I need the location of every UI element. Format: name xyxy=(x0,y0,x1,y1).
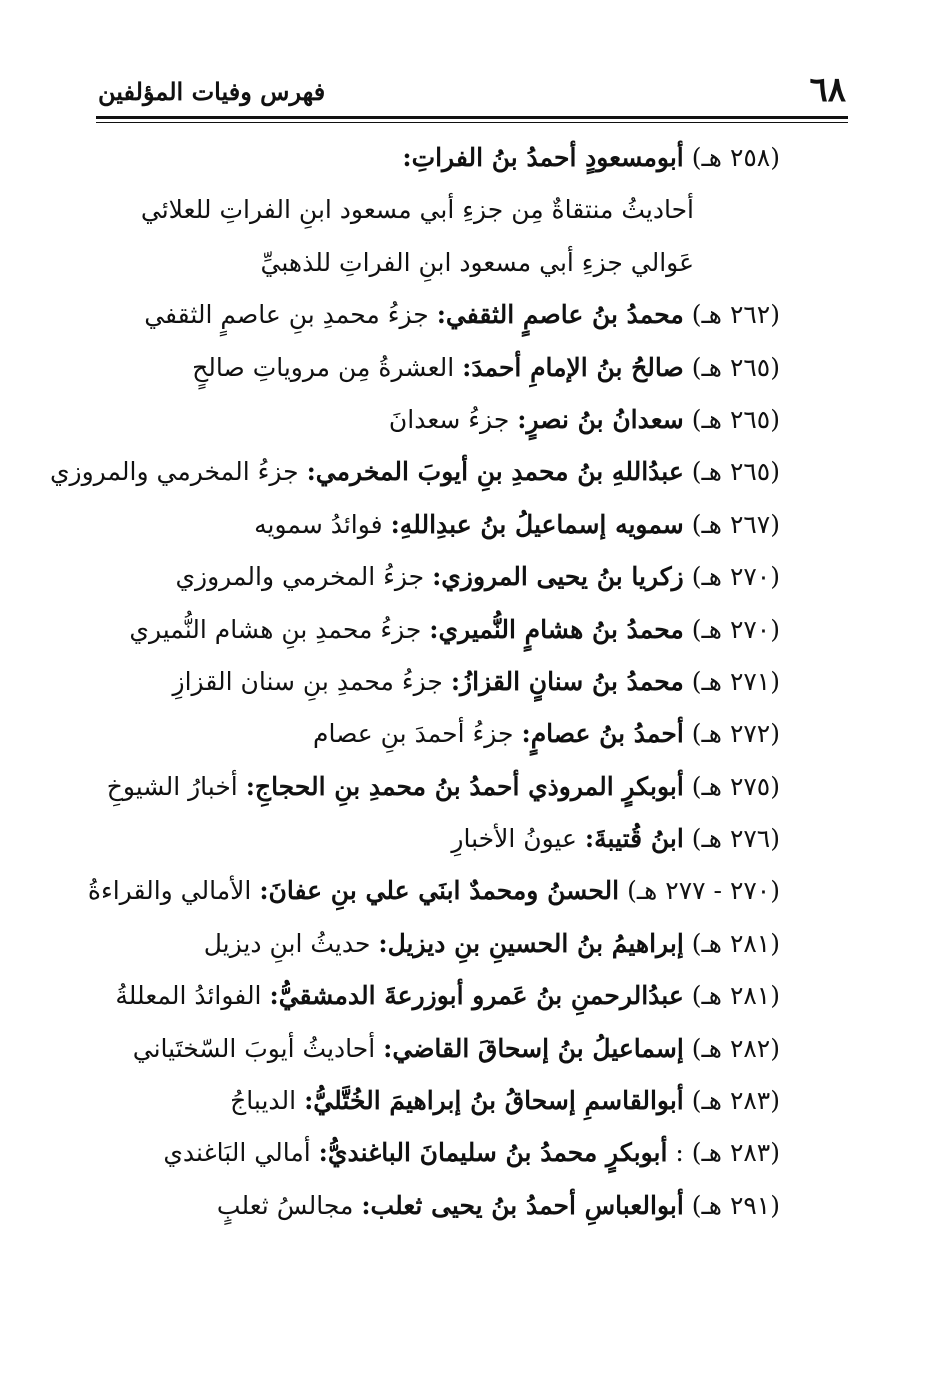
author-name: أبومسعودٍ أحمدُ بنُ الفراتِ: xyxy=(402,143,684,172)
header-rule-thin xyxy=(96,122,848,123)
running-head xyxy=(98,70,846,116)
death-year: (٢٦٢ هـ) xyxy=(691,300,780,330)
index-entry xyxy=(49,446,780,498)
index-entry xyxy=(87,865,780,917)
index-entry xyxy=(140,1127,780,1179)
index-entry xyxy=(140,394,780,446)
author-name: عبدُاللهِ بنُ محمدِ بنِ أيوبَ المخرمي: xyxy=(306,457,684,487)
author-name: أحمدُ بنُ عصامٍ: xyxy=(521,719,684,749)
index-entry xyxy=(140,342,780,394)
index-entry xyxy=(132,1023,780,1075)
author-name: محمدُ بنُ سنانٍ القزازُ: xyxy=(450,666,684,696)
running-head-title: فهرس وفيات المؤلفين xyxy=(98,77,326,106)
death-year: (٢٨٢ هـ) xyxy=(691,1033,780,1063)
author-name: صالحُ بنُ الإمامِ أحمدَ: xyxy=(462,352,684,382)
death-year: (٢٦٥ هـ) xyxy=(691,404,780,434)
author-name: سعدانُ بنُ نصرٍ: xyxy=(517,404,684,434)
work-title: أخبارُ الشيوخِ xyxy=(106,771,238,801)
work-title: جزءُ محمدِ بنِ عاصمٍ الثقفي xyxy=(144,300,429,330)
death-year: (٢٨٣ هـ) : xyxy=(675,1138,780,1168)
death-year: (٢٦٥ هـ) xyxy=(691,457,780,487)
author-name: زكريا بنُ يحيى المروزي: xyxy=(432,562,684,592)
work-title: أمالي البَاغندي xyxy=(163,1138,311,1168)
index-entry xyxy=(140,551,780,603)
index-entry xyxy=(140,1180,780,1232)
index-entry xyxy=(140,184,780,236)
author-name: إسماعيلُ بنُ إسحاقَ القاضي: xyxy=(383,1033,684,1063)
index-entry xyxy=(140,813,780,865)
index-entry xyxy=(140,132,780,184)
author-death-index xyxy=(49,132,780,1232)
work-title: جزءُ المخرمي والمروزي xyxy=(175,562,425,592)
author-name: محمدُ بنُ عاصمٍ الثقفي: xyxy=(436,300,684,330)
work-title: أحاديثُ أيوبَ السّختَياني xyxy=(132,1033,376,1063)
author-name: محمدُ بنُ هشامٍ النُّميري: xyxy=(429,614,684,644)
work-title: جزءُ المخرمي والمروزي xyxy=(49,457,299,487)
author-name: أبوالعباسِ أحمدُ بنُ يحيى ثعلب: xyxy=(361,1190,684,1220)
work-title: جزءُ محمدِ بنِ سنان القزازِ xyxy=(172,666,443,696)
death-year: (٢٩١ هـ) xyxy=(691,1190,780,1220)
work-title: عَوالي جزءِ أبي مسعود ابنِ الفراتِ للذهبيِّ xyxy=(260,247,694,277)
death-year: (٢٧٦ هـ) xyxy=(691,824,780,854)
index-entry xyxy=(140,237,780,289)
author-name: أبوبكرٍ المروذي أحمدُ بنُ محمدِ بنِ الحجاجِ: xyxy=(245,771,684,801)
death-year: (٢٨٣ هـ) xyxy=(691,1086,780,1116)
index-entry xyxy=(140,656,780,708)
author-name: أبوالقاسمِ إسحاقُ بنُ إبراهيمَ الخُتَّليُّ: xyxy=(304,1086,684,1116)
index-entry xyxy=(140,1075,780,1127)
work-title: حديثُ ابنِ ديزيل xyxy=(203,928,371,958)
index-entry xyxy=(140,499,780,551)
death-year: (٢٦٥ هـ) xyxy=(691,352,780,382)
index-entry xyxy=(115,970,780,1022)
work-title: الفوائدُ المعللةُ xyxy=(115,981,262,1011)
work-title: جزءُ أحمدَ بنِ عصام xyxy=(313,719,514,749)
work-title: عيونُ الأخبارِ xyxy=(451,824,577,854)
work-title: مجالسُ ثعلبٍ xyxy=(216,1190,354,1220)
index-entry xyxy=(140,918,780,970)
index-entry xyxy=(140,708,780,760)
author-name: عبدُالرحمنِ بنُ عَمرو أبوزرعةَ الدمشقيُّ: xyxy=(269,981,684,1011)
index-entry xyxy=(129,604,780,656)
death-year: (٢٨١ هـ) xyxy=(691,928,780,958)
index-entry xyxy=(106,761,780,813)
death-year: (٢٧٢ هـ) xyxy=(691,719,780,749)
author-name: إبراهيمُ بنُ الحسينِ بنِ ديزيل: xyxy=(378,928,684,958)
death-year: (٢٦٧ هـ) xyxy=(691,509,780,539)
index-entry xyxy=(140,289,780,341)
death-year: (٢٧٠ - ٢٧٧ هـ) xyxy=(627,876,780,906)
work-title: الديباجُ xyxy=(230,1086,297,1116)
header-rule-thick xyxy=(96,116,848,119)
work-title: جزءُ سعدانَ xyxy=(388,404,510,434)
author-name: ابنُ قُتيبةَ: xyxy=(584,824,684,854)
work-title: جزءُ محمدِ بنِ هشام النُّميري xyxy=(129,614,422,644)
work-title: العشرةُ مِن مروياتِ صالحٍ xyxy=(192,352,455,382)
death-year: (٢٥٨ هـ) xyxy=(691,143,780,172)
death-year: (٢٨١ هـ) xyxy=(691,981,780,1011)
death-year: (٢٧٠ هـ) xyxy=(691,562,780,592)
work-title: الأمالي والقراءةُ xyxy=(87,876,252,906)
author-name: أبوبكرٍ محمدُ بنُ سليمانَ الباغنديُّ: xyxy=(318,1138,668,1168)
page-number: ٦٨ xyxy=(809,70,846,110)
author-name: الحسنُ ومحمدٌ ابنَي علي بنِ عفانَ: xyxy=(259,876,620,906)
death-year: (٢٧١ هـ) xyxy=(691,666,780,696)
work-title: أحاديثُ منتقاةٌ مِن جزءِ أبي مسعود ابنِ الفراتِ للعلائي xyxy=(140,195,694,225)
death-year: (٢٧٥ هـ) xyxy=(691,771,780,801)
author-name: سمويه إسماعيلُ بنُ عبدِاللهِ: xyxy=(390,509,684,539)
work-title: فوائدُ سمويه xyxy=(254,509,383,539)
death-year: (٢٧٠ هـ) xyxy=(691,614,780,644)
